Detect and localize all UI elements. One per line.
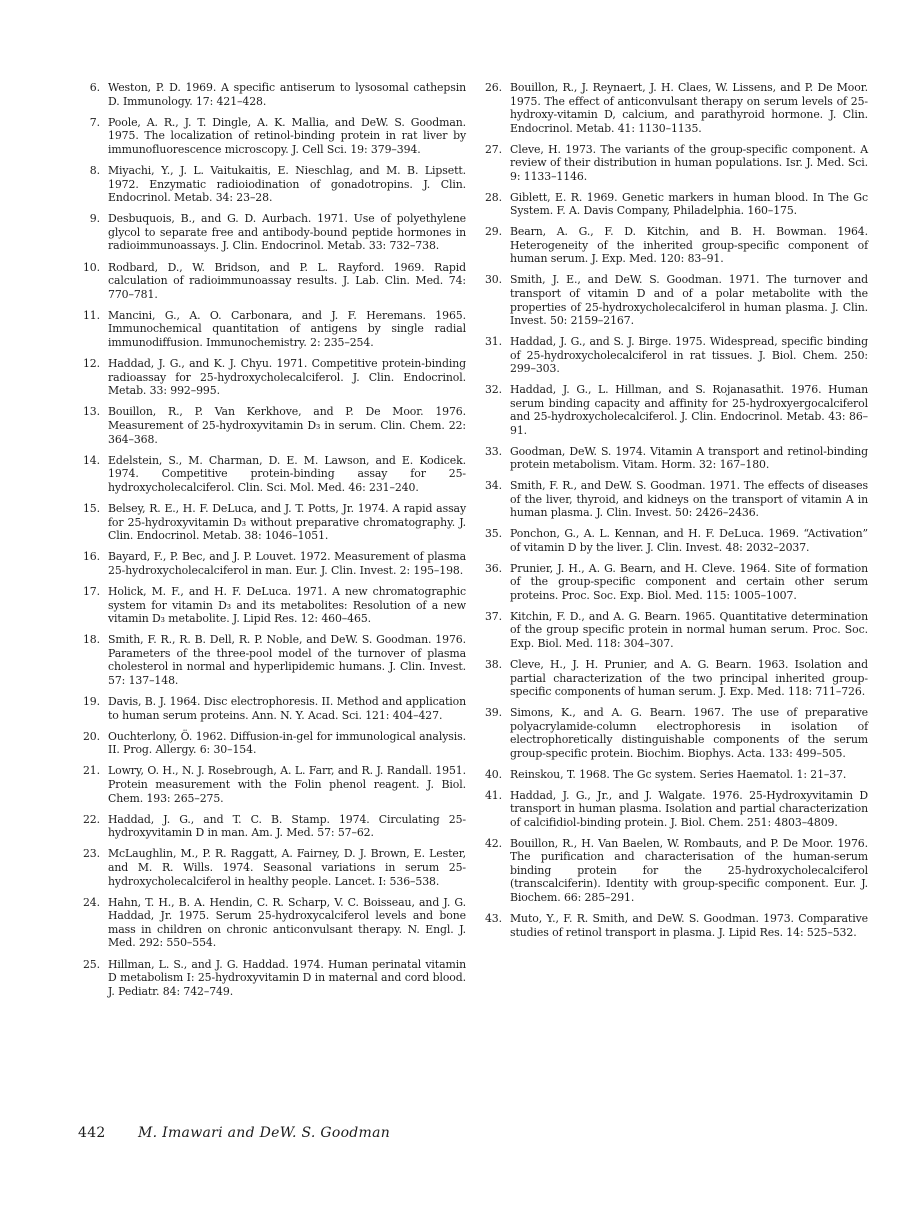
reference-item — [480, 658, 868, 699]
reference-number: 11. — [82, 308, 100, 322]
reference-item — [78, 896, 466, 950]
reference-item — [480, 479, 868, 520]
reference-item — [78, 116, 466, 157]
reference-item — [480, 383, 868, 437]
reference-item — [78, 261, 466, 302]
reference-item — [78, 958, 466, 999]
reference-number: 40. — [484, 767, 502, 781]
reference-text: Poole, A. R., J. T. Dingle, A. K. Mallia, and DeW. S. Goodman. 1975. The localization of retinol-binding protein in rat liver by immunofluorescence microscopy. J. Cell Sci. 19: 379–394. — [108, 115, 466, 156]
reference-item — [480, 81, 868, 135]
reference-number: 15. — [82, 501, 100, 515]
reference-item — [480, 912, 868, 939]
reference-item — [78, 730, 466, 757]
reference-item — [78, 550, 466, 577]
reference-number: 18. — [82, 633, 100, 647]
reference-item — [78, 633, 466, 687]
reference-text: Weston, P. D. 1969. A specific antiserum to lysosomal cathepsin D. Immunology. 17: 421–428. — [108, 81, 466, 108]
reference-text: Bearn, A. G., F. D. Kitchin, and B. H. Bowman. 1964. Heterogeneity of the inherited group-specific component of human serum. J. Exp. Med. 120: 83–91. — [510, 225, 868, 266]
reference-number: 8. — [89, 163, 100, 177]
reference-number: 12. — [82, 357, 100, 371]
reference-item — [480, 789, 868, 830]
reference-number: 37. — [484, 609, 502, 623]
reference-number: 7. — [89, 115, 100, 129]
reference-item — [78, 212, 466, 253]
running-authors: M. Imawari and DeW. S. Goodman — [138, 1125, 391, 1141]
reference-item — [480, 143, 868, 184]
reference-item — [480, 562, 868, 603]
reference-text: Holick, M. F., and H. F. DeLuca. 1971. A new chromatographic system for vitamin D₃ and its metabolites: Resolution of a new vitamin D₃ metabolite. J. Lipid Res. 12: 460–465. — [108, 584, 466, 626]
reference-text: Haddad, J. G., and S. J. Birge. 1975. Widespread, specific binding of 25-hydroxycholecalciferol in rat tissues. J. Biol. Chem. 250: 299–303. — [510, 334, 868, 376]
reference-text: Smith, J. E., and DeW. S. Goodman. 1971. The turnover and transport of vitamin D and of a polar metabolite with the properties of 25-hydroxycholecalciferol in human plasma. J. Clin. Invest. 50: 2159–2167. — [510, 273, 868, 328]
reference-text: Haddad, J. G., and K. J. Chyu. 1971. Competitive protein-binding radioassay for 25-hydroxycholecalciferol. J. Clin. Endocrinol. Metab. 33: 992–995. — [108, 357, 466, 398]
reference-item — [78, 847, 466, 888]
reference-number: 17. — [82, 584, 100, 598]
reference-text: Hahn, T. H., B. A. Hendin, C. R. Scharp, V. C. Boisseau, and J. G. Haddad, Jr. 1975. Serum 25-hydroxycalciferol levels and bone mass in children on chronic anticonvulsant therapy. N. Engl. J. Med. 292: 550–554. — [108, 895, 466, 950]
reference-item — [480, 837, 868, 905]
reference-item — [480, 706, 868, 760]
reference-text: Desbuquois, B., and G. D. Aurbach. 1971. Use of polyethylene glycol to separate free and antibody-bound peptide hormones in radioimmunoassays. J. Clin. Endocrinol. Metab. 33: 732–738. — [108, 212, 466, 253]
reference-text: Giblett, E. R. 1969. Genetic markers in human blood. In The Gc System. F. A. Davis Company, Philadelphia. 160–175. — [510, 190, 868, 218]
reference-number: 14. — [82, 453, 100, 467]
reference-number: 23. — [82, 847, 100, 861]
reference-number: 35. — [484, 527, 502, 541]
reference-number: 10. — [82, 260, 100, 274]
reference-number: 19. — [82, 695, 100, 709]
reference-item — [78, 695, 466, 722]
reference-item — [78, 454, 466, 495]
reference-text: Ouchterlony, Ö. 1962. Diffusion-in-gel for immunological analysis. II. Prog. Allergy. 6: 30–154. — [108, 729, 466, 757]
reference-text: Cleve, H. 1973. The variants of the group-specific component. A review of their distribution in human populations. Isr. J. Med. Sci. 9: 1133–1146. — [510, 142, 868, 183]
reference-item — [480, 191, 868, 218]
reference-item — [480, 335, 868, 376]
reference-number: 33. — [484, 444, 502, 458]
reference-number: 9. — [89, 212, 100, 226]
reference-item — [78, 585, 466, 626]
reference-number: 43. — [484, 911, 502, 925]
reference-number: 32. — [484, 383, 502, 397]
reference-number: 25. — [82, 957, 100, 971]
reference-number: 30. — [484, 273, 502, 287]
reference-item — [78, 405, 466, 446]
reference-column-left — [78, 81, 466, 1006]
reference-item — [480, 768, 868, 782]
reference-number: 24. — [82, 895, 100, 909]
reference-text: Smith, F. R., R. B. Dell, R. P. Noble, and DeW. S. Goodman. 1976. Parameters of the three-pool model of the turnover of plasma cholesterol in normal and hyperlipidemic humans. J. Clin. Invest. 57: 137–148. — [108, 633, 466, 687]
reference-text: Simons, K., and A. G. Bearn. 1967. The use of preparative polyacrylamide-column electrophoresis in isolation of electrophoretically distinguishable components of the serum group-specific protein. Biochim. Biophys. Acta. 133: 499–505. — [510, 706, 868, 760]
reference-number: 6. — [89, 81, 100, 94]
reference-number: 39. — [484, 706, 502, 720]
reference-number: 31. — [484, 334, 502, 348]
reference-text: Smith, F. R., and DeW. S. Goodman. 1971. The effects of diseases of the liver, thyroid, and kidneys on the transport of vitamin A in human plasma. J. Clin. Invest. 50: 2426–2436. — [510, 479, 868, 520]
reference-item — [78, 813, 466, 840]
reference-text: Prunier, J. H., A. G. Bearn, and H. Cleve. 1964. Site of formation of the group-specific component and certain other serum proteins. Proc. Soc. Exp. Biol. Med. 115: 1005–1007. — [510, 561, 868, 602]
reference-text: Cleve, H., J. H. Prunier, and A. G. Bearn. 1963. Isolation and partial characterization of the two principal inherited group-specific components of human serum. J. Exp. Med. 118: 711–726. — [510, 657, 868, 699]
reference-text: Mancini, G., A. O. Carbonara, and J. F. Heremans. 1965. Immunochemical quantitation of antigens by single radial immunodiffusion. Immunochemistry. 2: 235–254. — [108, 308, 466, 349]
page-number: 442 — [78, 1125, 106, 1141]
reference-number: 41. — [484, 788, 502, 802]
reference-text: Rodbard, D., W. Bridson, and P. L. Rayford. 1969. Rapid calculation of radioimmunoassay results. J. Lab. Clin. Med. 74: 770–781. — [108, 260, 466, 301]
reference-item — [480, 225, 868, 266]
reference-text: Muto, Y., F. R. Smith, and DeW. S. Goodman. 1973. Comparative studies of retinol transport in plasma. J. Lipid Res. 14: 525–532. — [510, 911, 868, 939]
reference-text: Bouillon, R., H. Van Baelen, W. Rombauts, and P. De Moor. 1976. The purification and characterisation of the human-serum binding protein for the 25-hydroxycholecalciferol (transcalciferin). Identity with group-specific component. Eur. J. Biochem. 66: 285–291. — [510, 836, 868, 905]
reference-number: 13. — [82, 405, 100, 419]
reference-text: Bouillon, R., J. Reynaert, J. H. Claes, W. Lissens, and P. De Moor. 1975. The effect of anticonvulsant therapy on serum levels of 25-hydroxy-vitamin D, calcium, and parathyroid hormone. J. Clin. Endocrinol. Metab. 41: 1130–1135. — [510, 81, 868, 135]
reference-text: Goodman, DeW. S. 1974. Vitamin A transport and retinol-binding protein metabolism. Vitam. Horm. 32: 167–180. — [510, 444, 868, 472]
reference-text: Bouillon, R., P. Van Kerkhove, and P. De Moor. 1976. Measurement of 25-hydroxyvitamin D₃ in serum. Clin. Chem. 22: 364–368. — [108, 405, 466, 446]
reference-number: 42. — [484, 836, 502, 850]
reference-text: Hillman, L. S., and J. G. Haddad. 1974. Human perinatal vitamin D metabolism I: 25-hydroxyvitamin D in maternal and cord blood. J. Pediatr. 84: 742–749. — [108, 957, 466, 998]
reference-text: Lowry, O. H., N. J. Rosebrough, A. L. Farr, and R. J. Randall. 1951. Protein measurement with the Folin phenol reagent. J. Biol. Chem. 193: 265–275. — [108, 764, 466, 805]
reference-number: 34. — [484, 479, 502, 493]
reference-number: 29. — [484, 225, 502, 239]
reference-number: 38. — [484, 657, 502, 671]
reference-number: 27. — [484, 142, 502, 156]
reference-item — [78, 764, 466, 805]
reference-number: 26. — [484, 81, 502, 94]
reference-number: 36. — [484, 561, 502, 575]
reference-number: 20. — [82, 729, 100, 743]
reference-item — [78, 164, 466, 205]
reference-text: Ponchon, G., A. L. Kennan, and H. F. DeLuca. 1969. “Activation” of vitamin D by the liver. J. Clin. Invest. 48: 2032–2037. — [510, 527, 868, 554]
reference-text: Haddad, J. G., L. Hillman, and S. Rojanasathit. 1976. Human serum binding capacity and affinity for 25-hydroxyergocalciferol and 25-hydroxycholecalciferol. J. Clin. Endocrinol. Metab. 43: 86–91. — [510, 383, 868, 437]
reference-text: Edelstein, S., M. Charman, D. E. M. Lawson, and E. Kodicek. 1974. Competitive protein-binding assay for 25-hydroxycholecalciferol. Clin. Sci. Mol. Med. 46: 231–240. — [108, 453, 466, 494]
reference-item — [480, 445, 868, 472]
reference-text: McLaughlin, M., P. R. Raggatt, A. Fairney, D. J. Brown, E. Lester, and M. R. Wills. 1974. Seasonal variations in serum 25-hydroxycholecalciferol in healthy people. Lancet. I: 536–538. — [108, 847, 466, 888]
reference-text: Davis, B. J. 1964. Disc electrophoresis. II. Method and application to human serum proteins. Ann. N. Y. Acad. Sci. 121: 404–427. — [108, 695, 466, 722]
reference-text: Haddad, J. G., and T. C. B. Stamp. 1974. Circulating 25-hydroxyvitamin D in man. Am. J. Med. 57: 57–62. — [108, 812, 466, 840]
reference-number: 22. — [82, 812, 100, 826]
reference-item — [78, 357, 466, 398]
reference-item — [480, 273, 868, 327]
reference-text: Bayard, F., P. Bec, and J. P. Louvet. 1972. Measurement of plasma 25-hydroxycholecalciferol in man. Eur. J. Clin. Invest. 2: 195–198. — [108, 550, 466, 577]
reference-number: 21. — [82, 764, 100, 778]
reference-column-right — [480, 81, 868, 946]
reference-text: Reinskou, T. 1968. The Gc system. Series Haematol. 1: 21–37. — [510, 767, 847, 781]
reference-item — [480, 527, 868, 554]
reference-text: Miyachi, Y., J. L. Vaitukaitis, E. Nieschlag, and M. B. Lipsett. 1972. Enzymatic radioiodination of gonadotropins. J. Clin. Endocrinol. Metab. 34: 23–28. — [108, 163, 466, 205]
reference-text: Haddad, J. G., Jr., and J. Walgate. 1976. 25-Hydroxyvitamin D transport in human plasma. Isolation and partial characterization of calcifidiol-binding protein. J. Biol. Chem. 251: 4803–4809. — [510, 788, 868, 829]
reference-item — [78, 81, 466, 108]
reference-item — [78, 309, 466, 350]
reference-item — [480, 610, 868, 651]
reference-text: Belsey, R. E., H. F. DeLuca, and J. T. Potts, Jr. 1974. A rapid assay for 25-hydroxyvitamin D₃ without preparative chromatography. J. Clin. Endocrinol. Metab. 38: 1046–1051. — [108, 501, 466, 543]
page-footer — [78, 1125, 390, 1141]
reference-item — [78, 502, 466, 543]
reference-text: Kitchin, F. D., and A. G. Bearn. 1965. Quantitative determination of the group specific protein in normal human serum. Proc. Soc. Exp. Biol. Med. 118: 304–307. — [510, 609, 868, 651]
reference-number: 28. — [484, 190, 502, 204]
reference-number: 16. — [82, 550, 100, 564]
